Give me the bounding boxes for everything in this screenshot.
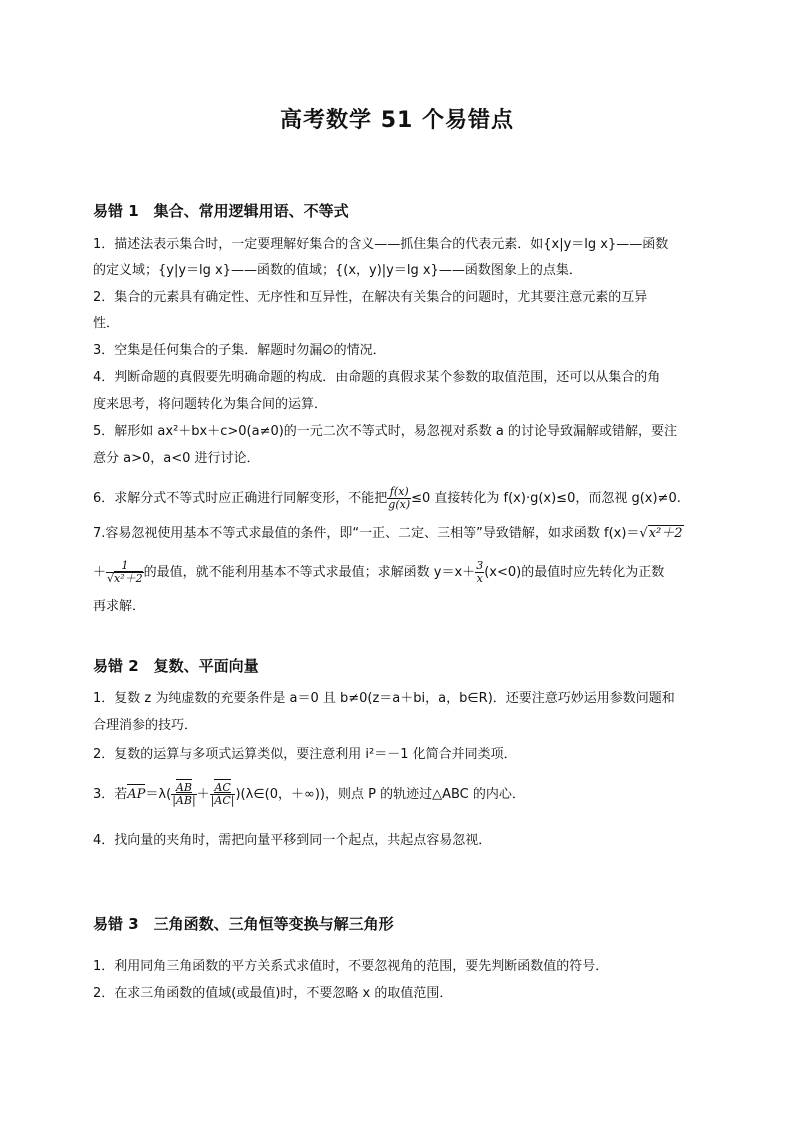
vector-ab: AB <box>175 781 192 794</box>
text-line: 再求解． <box>93 599 146 614</box>
fraction <box>106 560 144 585</box>
fraction-numerator: 3 <box>476 559 484 572</box>
square-root: √x²＋2 <box>639 526 683 541</box>
fraction <box>210 782 236 807</box>
text-line-vector <box>93 782 708 807</box>
text-line: 1．复数 z 为纯虚数的充要条件是 a＝0 且 b≠0(z＝a＋bi，a，b∈R)．还要注意巧妙运用参数问题和 <box>93 691 675 706</box>
fraction <box>475 560 484 585</box>
fraction-denominator: √x²＋2 <box>107 572 143 585</box>
line-text: ＋ <box>93 565 107 580</box>
vector-ac: AC <box>214 781 231 794</box>
fraction-numerator: 1 <box>106 560 144 573</box>
fraction-denominator: |AC| <box>210 794 235 807</box>
text-line: 的定义域；{y|y＝lg x}——函数的值域；{(x，y)|y＝lg x}——函数图象上的点集． <box>93 263 582 278</box>
line-text: ＋ <box>196 787 210 802</box>
fraction <box>387 486 411 511</box>
text-line: 合理消参的技巧． <box>93 718 198 733</box>
line-text: ≤0 直接转化为 f(x)·g(x)≤0，而忽视 g(x)≠0. <box>411 491 681 506</box>
text-line: 2．集合的元素具有确定性、无序性和互异性，在解决有关集合的问题时，尤其要注意元素的互异 <box>93 290 648 305</box>
text-line: 度来思考，将问题转化为集合间的运算． <box>93 397 328 412</box>
document-title: 高考数学 51 个易错点 <box>280 108 514 133</box>
vector-ab-magnitude: AB <box>175 794 192 807</box>
text-line: 意分 a>0，a<0 进行讨论． <box>93 451 260 466</box>
line-text: )(λ∈(0，＋∞))，则点 P 的轨迹过△ABC 的内心． <box>235 787 525 802</box>
line-text: ＝λ( <box>145 787 172 802</box>
text-line: 1．描述法表示集合时，一定要理解好集合的含义——抓住集合的代表元素．如{x|y＝lg x}——函数 <box>93 237 669 252</box>
text-line: 性． <box>93 316 120 331</box>
radicand: x²＋2 <box>648 526 683 541</box>
section-heading-1: 易错 1 集合、常用逻辑用语、不等式 <box>93 202 349 220</box>
line-text: 6．求解分式不等式时应正确进行同解变形，不能把 <box>93 491 388 506</box>
line-text: 3．若 <box>93 787 128 802</box>
radicand: x²＋2 <box>114 572 143 585</box>
text-line: 2．在求三角函数的值域(或最值)时，不要忽略 x 的取值范围． <box>93 986 453 1001</box>
fraction-denominator: g(x) <box>388 498 411 511</box>
vector-ap: AP <box>127 787 146 802</box>
text-line: 5．解形如 ax²＋bx＋c>0(a≠0)的一元二次不等式时，易忽视对系数 a 的讨论导致漏解或错解，要注 <box>93 424 678 439</box>
text-line-fraction <box>93 560 708 585</box>
text-line: 1．利用同角三角函数的平方关系式求值时，不要忽视角的范围，要先判断函数值的符号． <box>93 959 609 974</box>
fraction-numerator: f(x) <box>387 486 411 499</box>
text-line: 2．复数的运算与多项式运算类似，要注意利用 i²＝－1 化简合并同类项． <box>93 747 517 762</box>
text-line: 4．找向量的夹角时，需把向量平移到同一个起点，共起点容易忽视． <box>93 833 492 848</box>
text-line-sqrt <box>93 526 708 542</box>
section-heading-3: 易错 3 三角函数、三角恒等变换与解三角形 <box>93 915 394 933</box>
fraction-denominator: x <box>476 572 483 585</box>
line-text: (x<0)的最值时应先转化为正数 <box>484 565 665 580</box>
section-heading-2: 易错 2 复数、平面向量 <box>93 657 259 675</box>
text-line: 4．判断命题的真假要先明确命题的构成．由命题的真假求某个参数的取值范围，还可以从集合的角 <box>93 370 661 385</box>
line-text: 7.容易忽视使用基本不等式求最值的条件，即“一正、二定、三相等”导致错解，如求函数 f(x)＝ <box>93 526 640 541</box>
fraction <box>171 782 196 807</box>
line-text: 的最值，就不能利用基本不等式求最值；求解函数 y＝x＋ <box>143 565 476 580</box>
text-line: 3．空集是任何集合的子集．解题时勿漏∅的情况． <box>93 343 386 358</box>
vector-ac-magnitude: AC <box>214 794 231 807</box>
fraction-denominator: |AB| <box>172 794 196 807</box>
text-line-fraction <box>93 486 708 511</box>
